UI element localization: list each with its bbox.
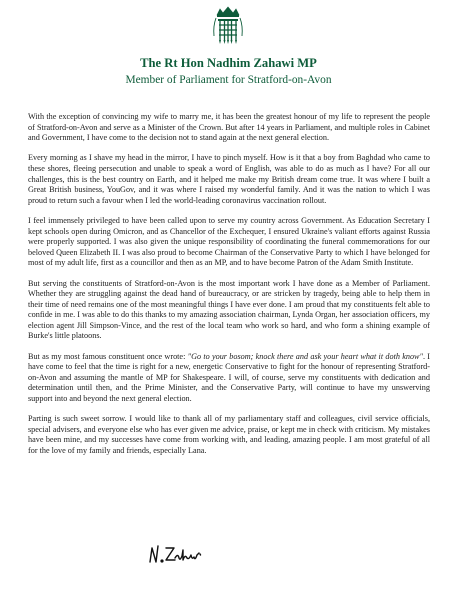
paragraph-1: With the exception of convincing my wife to marry me, it has been the greatest honour of my life to represent the people of Stratford-on-Avon and serve as a Minister of the Crown. But after 14 years in Parliament, and multiple roles in Cabinet and Government, I have come to the decision not to stand again at the next general election.: [28, 112, 430, 143]
paragraph-2: Every morning as I shave my head in the mirror, I have to pinch myself. How is it that a boy from Baghdad who came to these shores, fleeing persecution and unable to speak a word of English, was able to do as much as I have? For all our challenges, this is the best country on Earth, and it helped me make my British dream come true. It was where I built a Great British business, YouGov, and it was where I raised my wonderful family. And it was the nation to which I was proud to return such a favour when I led the world-leading coronavirus vaccination rollout.: [28, 153, 430, 205]
shakespeare-quote: "Go to your bosom; knock there and ask your heart what it doth know": [187, 351, 423, 361]
paragraph-3: I feel immensely privileged to have been called upon to serve my country across Government. As Education Secretary I kept schools open during Omicron, and as Chancellor of the Exchequer, I ensured Ukraine's valiant efforts against Russia were properly supported. I was also given the unique responsibility of coordinating the funeral commemorations for our beloved Queen Elizabeth II. I was also proud to become Chairman of the Conservative Party to which I have belonged for most of my adult life, first as a councillor and then as an MP, and to have become Patron of the Adam Smith Institute.: [28, 215, 430, 268]
signature-image: [146, 540, 210, 572]
letter-body: [28, 112, 430, 466]
paragraph-5-intro: But as my most famous constituent once wrote:: [28, 351, 188, 361]
paragraph-4: But serving the constituents of Stratford-on-Avon is the most important work I have done as a Member of Parliament. Whether they are struggling against the dead hand of bureaucracy, or are stricken by tragedy, being able to help them in their time of need remains one of the most meaningful things I have ever done. I am proud that my constituents felt able to confide in me. I was able to do this thanks to my amazing association chairman, Lynda Organ, her association officers, my election agent Jill Simpson-Vince, and the rest of the local team who work so hard, and who form a shining example of Burke's little platoons.: [28, 278, 430, 341]
paragraph-6: Parting is such sweet sorrow. I would like to thank all of my parliamentary staff and colleagues, civil service officials, special advisers, and everyone else who has ever given me advice, praise, or kept me in check with criticism. My mistakes have been mine, and my successes have come from working with, and leading, amazing people. I am most grateful of all for the love of my family and friends, especially Lana.: [28, 414, 430, 455]
paragraph-5: [28, 352, 430, 405]
mp-name: The Rt Hon Nadhim Zahawi MP: [140, 56, 317, 70]
mp-role: Member of Parliament for Stratford-on-Avon: [125, 74, 332, 86]
paragraph-5-rest: . I have come to feel that the time is right for a new, energetic Conservative to fight for the honour of representing Stratford-on-Avon and assuming the mantle of MP for Shakespeare. I will, of course, serve my constituents with dedication and determination until then, and the Prime Minister, and the Conservative Party, will continue to have my unswerving support into and beyond the next general election.: [28, 351, 430, 404]
portcullis-crest-icon: [210, 6, 246, 48]
